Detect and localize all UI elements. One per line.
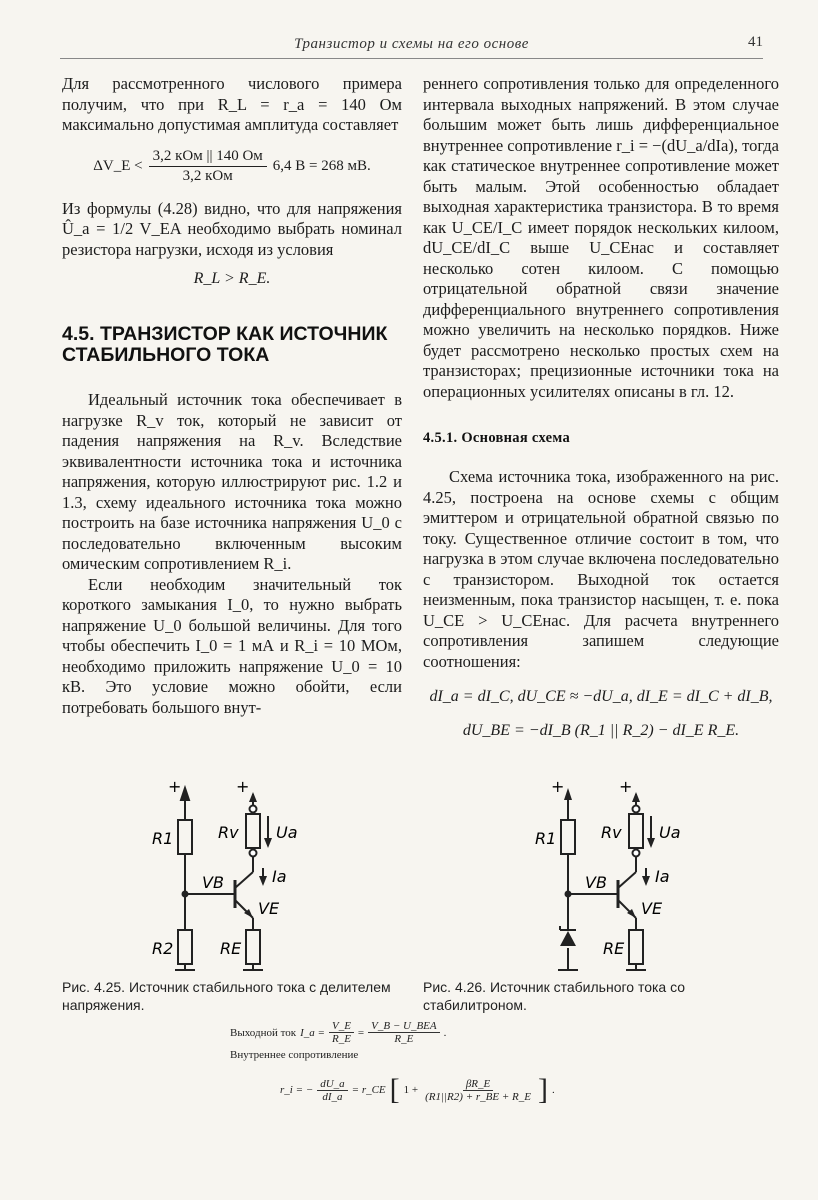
formula-one-plus: 1 + — [403, 1084, 419, 1096]
period: . — [551, 1084, 555, 1096]
circuit-schematic — [130, 780, 330, 975]
plus-sign: + — [236, 780, 250, 796]
label-vb: VB — [585, 873, 607, 892]
fraction-numerator: V_E — [329, 1020, 354, 1033]
eq-rhs: 6,4 В = 268 мВ. — [272, 157, 371, 174]
label-re: RE — [603, 939, 625, 958]
equation-line: dI_a = dI_C, dU_CE ≈ −dU_a, dI_E = dI_C + dI_B, — [429, 688, 773, 705]
paragraph: Идеальный источник тока обеспечивает в нагрузке R_v ток, который не зависит от падения напряжения на R_v. Вследствие эквивалентности источника тока и источника напряжения, которую иллюстрируют рис. 1.2 и 1.3, схему идеального источника тока можно построить на базе источника напряжения U_0 с последовательно включенным высоким омическим сопротивлением R_i. — [62, 390, 402, 573]
eq-lhs: ΔV_E < — [93, 157, 143, 174]
formula-label: Выходной ток — [230, 1026, 297, 1039]
subsection-heading: 4.5.1. Основная схема — [423, 430, 571, 446]
left-column — [62, 74, 402, 718]
label-rv: Rv — [601, 823, 622, 842]
formula-mid: = r_CE — [351, 1084, 386, 1096]
formula-fraction — [317, 1078, 347, 1103]
figure-4-26-circuit — [515, 780, 715, 975]
label-rv: Rv — [218, 823, 239, 842]
equals-sign: = — [357, 1026, 365, 1039]
fraction-numerator: dU_a — [317, 1078, 347, 1091]
bracket-close: ] — [537, 1073, 548, 1106]
circuit-schematic — [515, 780, 715, 975]
paragraph: Из формулы (4.28) видно, что для напряжения Û_a = 1/2 V_EA необходимо выбрать номинал резистора нагрузки, исходя из условия — [62, 198, 402, 259]
fraction-denominator: (R1||R2) + r_BE + R_E — [425, 1090, 531, 1103]
equation-delta-ve — [62, 148, 402, 185]
label-ve: VE — [641, 899, 663, 918]
label-r2: R2 — [152, 939, 174, 958]
label-ia: Ia — [655, 867, 670, 886]
fraction-denominator: R_E — [394, 1033, 414, 1045]
formula-lhs: I_a = — [300, 1026, 325, 1039]
formula-internal-resistance — [280, 1075, 650, 1105]
period: . — [443, 1026, 447, 1039]
bracket-open: [ — [389, 1073, 400, 1106]
label-vb: VB — [202, 873, 224, 892]
plus-sign: + — [619, 780, 633, 796]
plus-sign: + — [551, 780, 565, 796]
right-column — [423, 74, 779, 748]
figure-formulas — [230, 1020, 650, 1105]
label-ua: Ua — [659, 823, 681, 842]
paragraph: Для рассмотренного числового примера получим, что при R_L = r_a = 140 Ом максимально допустимая амплитуда составляет — [62, 74, 402, 134]
label-re: RE — [220, 939, 242, 958]
paragraph: Схема источника тока, изображенного на рис. 4.25, построена на основе схемы с общим эмиттером и отрицательной обратной связью по току. Существенное отличие состоит в том, что нагрузка в этом случае включена последовательно с транзистором. Выходной ток остается неизменным, пока транзистор насыщен, т. е. пока U_CE > U_CEнас. Для расчета внутреннего сопротивления запишем следующие соотношения: — [423, 467, 779, 671]
label-ua: Ua — [276, 823, 298, 842]
formula-label: Внутреннее сопротивление — [230, 1049, 359, 1061]
plus-sign: + — [168, 780, 182, 796]
formula-fraction — [329, 1020, 354, 1045]
formula-fraction — [422, 1078, 534, 1103]
paragraph: реннего сопротивления только для определенного интервала выходных напряжений. В этом случае большим может быть лишь дифференциальное внутреннее сопротивление r_i = −(dU_a/dIa), тогда как статическое внутреннее сопротивление может быть малым. Этой особенностью обладает выходная характеристика транзистора. В то время как U_CE/I_C имеет порядок нескольких килоом, dU_CE/dI_C выше U_CEнас и составляет несколько сотен килоом. С помощью отрицательной обратной связи значение дифференциального внутреннего сопротивления можно увеличить на несколько порядков. Ниже будет рассмотрено несколько простых схем на транзисторах; прецизионные источники тока на операционных усилителях описаны в гл. 12. — [423, 74, 779, 401]
equation-line: dU_BE = −dI_B (R_1 || R_2) − dI_E R_E. — [462, 722, 740, 739]
fraction-denominator: R_E — [331, 1033, 351, 1045]
label-ve: VE — [258, 899, 280, 918]
section-heading: 4.5. ТРАНЗИСТОР КАК ИСТОЧНИК СТАБИЛЬНОГО ТОКА — [62, 323, 388, 366]
formula-lhs: r_i = − — [280, 1084, 314, 1096]
paragraph: Если необходим значительный ток короткого замыкания I_0, то нужно выбрать напряжение U_0 большой величины. Для того чтобы обеспечить I_0 = 1 мА и R_i = 10 МОм, необходимо приложить напряжение U_0 = 10 кВ. Это условие можно обойти, если потребовать большого внут- — [62, 574, 402, 717]
equation-block — [423, 680, 779, 748]
eq-numerator: 3,2 кОм || 140 Ом — [149, 148, 267, 167]
page-number: 41 — [748, 34, 763, 50]
fraction-numerator: βR_E — [463, 1078, 493, 1091]
label-ia: Ia — [272, 867, 287, 886]
running-title: Транзистор и схемы на его основе — [294, 36, 529, 52]
fraction-denominator: dI_a — [322, 1090, 343, 1103]
figure-caption: Рис. 4.25. Источник стабильного тока с делителем напряжения. — [62, 979, 391, 1013]
eq-denominator: 3,2 кОм — [182, 167, 233, 184]
running-head — [60, 34, 763, 59]
fraction-numerator: V_B − U_BEA — [368, 1020, 439, 1033]
equation-rl-re: R_L > R_E. — [193, 270, 271, 287]
label-r1: R1 — [535, 829, 557, 848]
formula-fraction — [368, 1020, 439, 1045]
figure-4-25-circuit — [130, 780, 330, 975]
label-r1: R1 — [152, 829, 174, 848]
eq-fraction — [149, 148, 267, 185]
formula-output-current — [230, 1020, 650, 1045]
figure-caption: Рис. 4.26. Источник стабильного тока со стабилитроном. — [423, 979, 686, 1013]
